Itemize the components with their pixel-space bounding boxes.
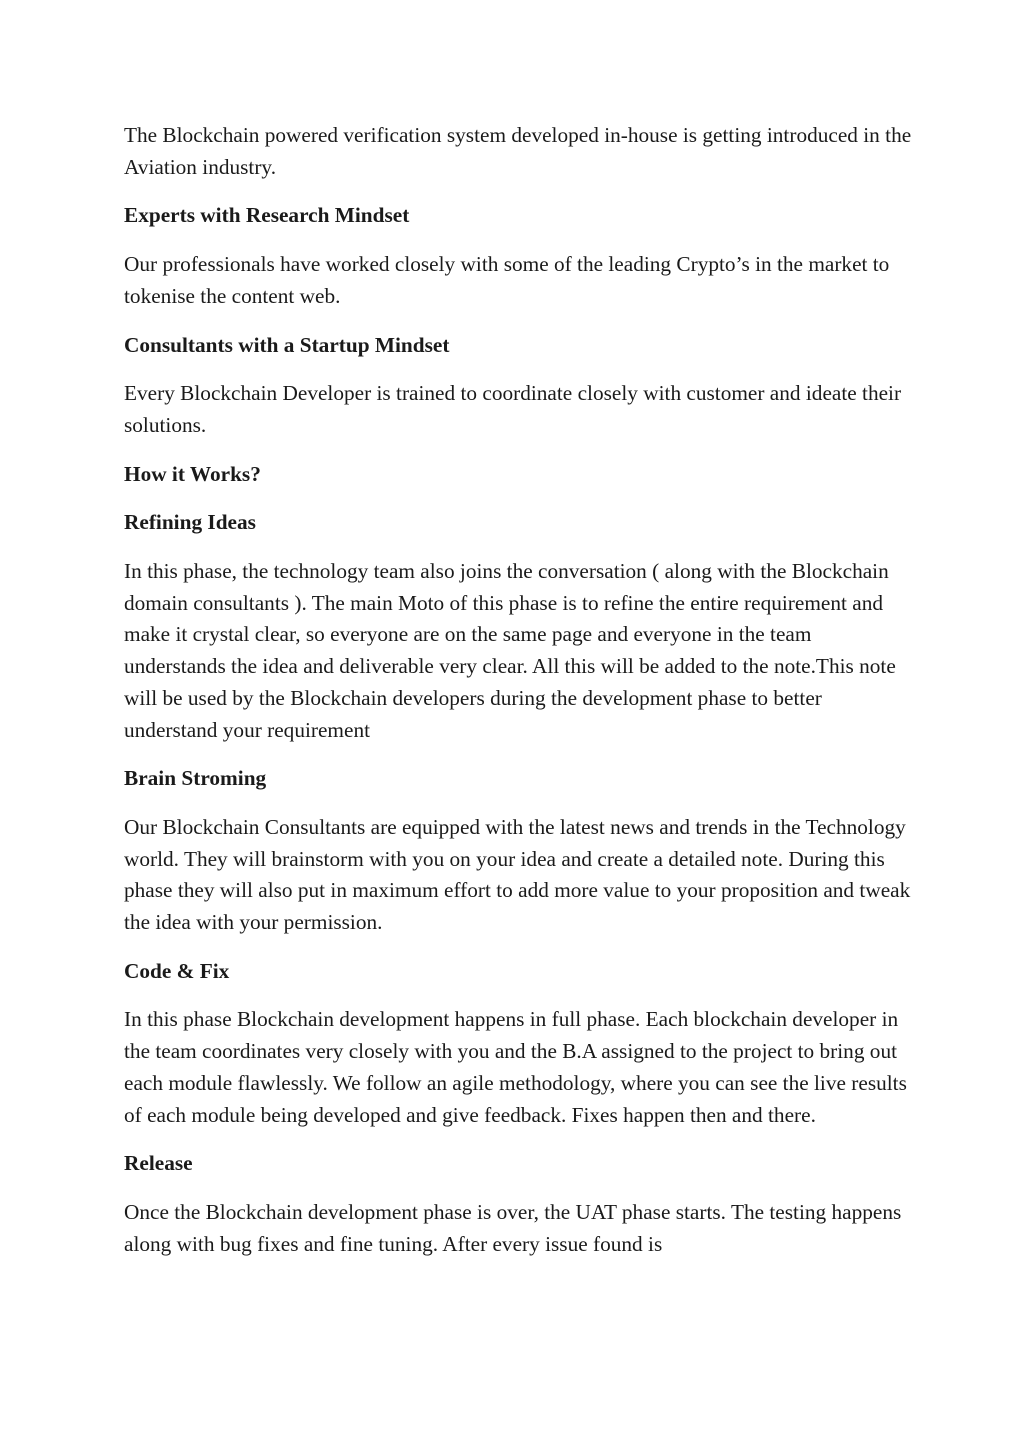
heading-brain-stroming: Brain Stroming [124, 766, 267, 791]
paragraph-consultants: Every Blockchain Developer is trained to coordinate closely with customer and ideate their solutions. [124, 381, 902, 437]
paragraph-refining-ideas: In this phase, the technology team also joins the conversation ( along with the Blockchain domain consultants ). The main Moto of this phase is to refine the entire requirement and make it crystal clear, so everyone are on the same page and everyone in the team understands the idea and deliverable very clear. All this will be added to the note.This note will be used by the Blockchain developers during the development phase to better understand your requirement [124, 559, 896, 742]
heading-experts: Experts with Research Mindset [124, 203, 410, 228]
heading-refining-ideas: Refining Ideas [124, 510, 256, 535]
document-content [124, 120, 914, 1277]
paragraph-release: Once the Blockchain development phase is over, the UAT phase starts. The testing happens along with bug fixes and fine tuning. After every issue found is [124, 1199, 902, 1256]
paragraph-experts: Our professionals have worked closely with some of the leading Crypto’s in the market to tokenise the content web. [124, 252, 890, 308]
paragraph-code-fix: In this phase Blockchain development happens in full phase. Each blockchain developer in the team coordinates very closely with you and the B.A assigned to the project to bring out each module flawlessly. We follow an agile methodology, where you can see the live results of each module being developed and give feedback. Fixes happen then and there. [124, 1007, 907, 1127]
heading-code-fix: Code & Fix [124, 958, 230, 983]
heading-release: Release [124, 1151, 193, 1176]
intro-paragraph: The Blockchain powered verification system developed in-house is getting introduced in the Aviation industry. [124, 123, 912, 179]
heading-how-it-works: How it Works? [124, 461, 261, 486]
paragraph-brain-stroming: Our Blockchain Consultants are equipped with the latest news and trends in the Technology world. They will brainstorm with you on your idea and create a detailed note. During this phase they will also put in maximum effort to add more value to your proposition and tweak the idea with your permission. [124, 814, 911, 935]
heading-consultants: Consultants with a Startup Mindset [124, 332, 450, 357]
